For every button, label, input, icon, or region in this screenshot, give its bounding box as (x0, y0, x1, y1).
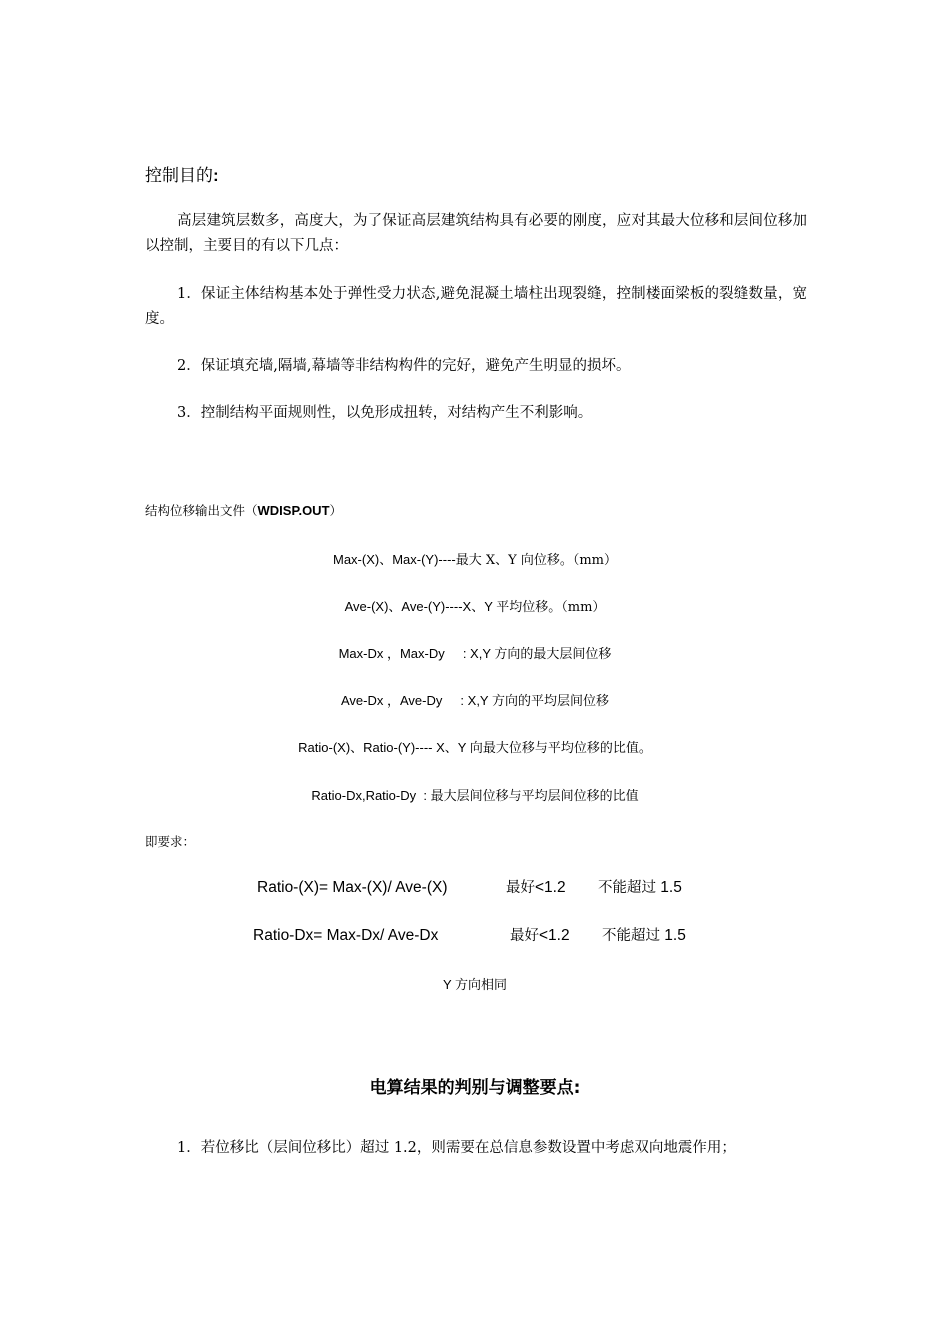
best-label: 最好 (506, 880, 535, 896)
heading-colon: : (213, 166, 219, 185)
definition-desc: 方向的最大层间位移 (494, 647, 612, 662)
limit-value: 1.5 (656, 879, 682, 896)
file-note-prefix: 结构位移输出文件（ (145, 503, 258, 518)
definition-term: Ave-(X)、Ave-(Y)----X、Y (344, 599, 497, 614)
definition-row (0, 690, 950, 709)
definition-desc: 平均位移。（mm） (496, 600, 606, 615)
definition-row (0, 549, 950, 568)
definition-row (0, 785, 950, 804)
formula-text: Ratio-Dx= Max-Dx/ Ave-Dx (253, 927, 439, 944)
section-heading (145, 161, 219, 186)
y-note-text: 方向相同 (455, 978, 508, 993)
y-direction-note (0, 974, 950, 993)
limit-value: 1.5 (660, 927, 686, 944)
definition-term: Max-Dx ，Max-Dy : X,Y (338, 646, 495, 661)
limit-label: 不能超过 (602, 928, 660, 944)
point-3-text: 3．控制结构平面规则性，以免形成扭转，对结构产生不利影响。 (177, 405, 593, 421)
limit-label: 不能超过 (598, 880, 656, 896)
definition-row (0, 643, 950, 662)
point-1 (145, 282, 807, 332)
definition-desc: 向最大位移与平均位移的比值。 (469, 741, 652, 756)
requirement-label: 即要求： (145, 834, 196, 849)
file-note-suffix: ） (329, 503, 343, 518)
point-2-text: 2．保证填充墙,隔墙,幕墙等非结构构件的完好，避免产生明显的损坏。 (177, 358, 631, 374)
definition-row (0, 737, 950, 756)
definition-row (0, 596, 950, 615)
formula-row (257, 876, 682, 897)
definition-desc: 最大层间位移与平均层间位移的比值 (430, 789, 639, 804)
point-1-text: 1．保证主体结构基本处于弹性受力状态,避免混凝土墙柱出现裂缝，控制楼面梁板的裂缝数量，宽度。 (145, 286, 807, 327)
best-label: 最好 (510, 928, 539, 944)
best-value: <1.2 (535, 879, 566, 896)
point-2 (145, 354, 807, 379)
definition-term: Ratio-(X)、Ratio-(Y)---- X、Y (298, 740, 470, 755)
intro-text: 高层建筑层数多，高度大，为了保证高层建筑结构具有必要的刚度，应对其最大位移和层间位移加以控制，主要目的有以下几点： (145, 213, 807, 254)
file-name: WDISP.OUT (257, 503, 330, 518)
point-3 (145, 401, 807, 426)
definition-desc: 方向的平均层间位移 (491, 694, 609, 709)
definition-term: Max-(X)、Max-(Y)---- (332, 552, 456, 567)
section-title: 电算结果的判别与调整要点: (369, 1078, 581, 1098)
definition-desc: 最大 X、Y 向位移。（mm） (455, 553, 618, 568)
y-note-axis: Y (442, 977, 456, 992)
step-1: 1．若位移比（层间位移比）超过 1.2，则需要在总信息参数设置中考虑双向地震作用； (177, 1140, 736, 1156)
heading-text: 控制目的 (145, 166, 213, 186)
formula-text: Ratio-(X)= Max-(X)/ Ave-(X) (257, 879, 448, 896)
formula-row (253, 924, 686, 945)
best-value: <1.2 (539, 927, 570, 944)
definition-term: Ave-Dx ，Ave-Dy : X,Y (340, 693, 492, 708)
file-note (145, 501, 342, 519)
intro-paragraph (145, 209, 807, 259)
definition-term: Ratio-Dx,Ratio-Dy : (311, 788, 431, 803)
